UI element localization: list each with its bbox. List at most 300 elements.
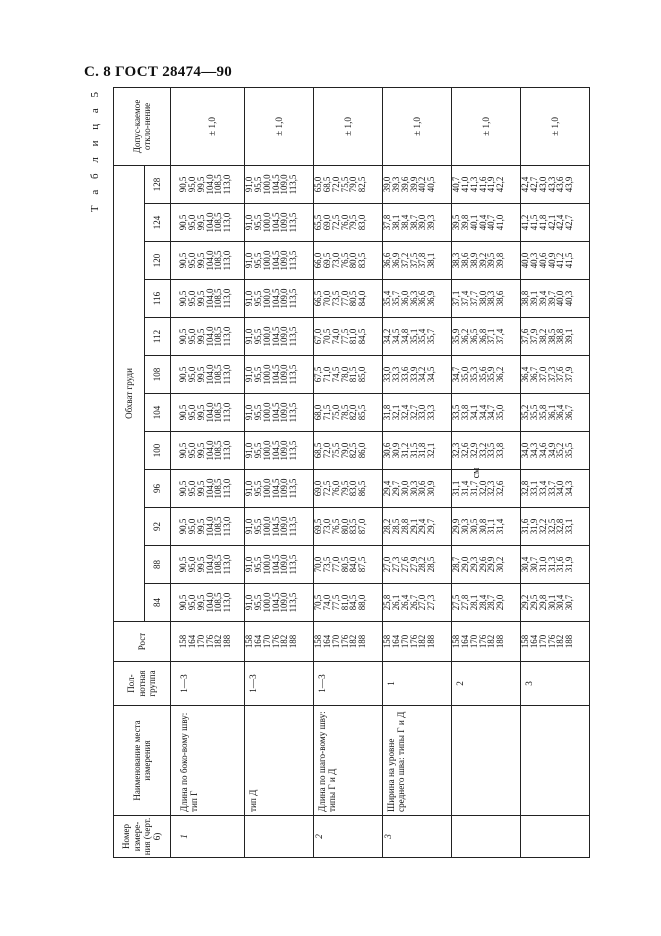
- cell-value: 39,9: [408, 176, 419, 193]
- cell-value: 37,9: [564, 366, 575, 383]
- cell-value: 42,4: [555, 214, 566, 231]
- cell-value: 39,7: [546, 290, 557, 307]
- cell-value: 30,9: [390, 442, 401, 459]
- table-caption: Т а б л и ц а 5: [89, 88, 101, 213]
- header-tolerance: Допус-каемое откло-нение: [114, 87, 171, 165]
- cell-value: 113,5: [288, 440, 299, 461]
- girth-cell: [383, 280, 452, 318]
- cell-value: 113,0: [222, 326, 233, 347]
- cell-value: 100,0: [261, 402, 272, 423]
- cell-value: 41,0: [495, 214, 506, 231]
- cell-value: 95,0: [186, 404, 197, 421]
- girth-cell: [171, 280, 245, 318]
- cell-value: 109,0: [279, 288, 290, 309]
- cell-value: 90,5: [178, 214, 188, 231]
- cell-value: 95,5: [252, 442, 263, 459]
- cell-value: 43,3: [546, 176, 557, 193]
- cell-value: 30,5: [468, 518, 479, 535]
- girth-cell: [314, 280, 383, 318]
- cell-value: 95,0: [186, 442, 197, 459]
- cell-value: 35,8: [537, 404, 548, 421]
- cell-value: 40,6: [537, 252, 548, 269]
- rost-value: 188: [222, 634, 233, 649]
- cell-value: 71,0: [321, 366, 332, 383]
- girth-cell: [245, 356, 314, 394]
- girth-cell: [171, 165, 245, 203]
- cell-value: 104,0: [204, 478, 215, 499]
- cell-value: 108,5: [213, 516, 224, 537]
- girth-cell: [171, 470, 245, 508]
- cell-value: 33,4: [537, 480, 548, 497]
- cell-value: 81,0: [339, 594, 350, 611]
- cell-value: 90,5: [178, 404, 188, 421]
- cell-value: 31,5: [408, 442, 419, 459]
- cell-value: 69,5: [321, 252, 332, 269]
- cell-value: 90,5: [178, 480, 188, 497]
- girth-cell: [314, 470, 383, 508]
- rost-values: [383, 622, 452, 662]
- cell-value: 109,0: [279, 250, 290, 271]
- girth-cell: [521, 242, 590, 280]
- cell-value: 71,5: [321, 404, 332, 421]
- cell-value: 35,2: [520, 404, 530, 421]
- rost-value: 176: [339, 634, 350, 649]
- girth-cell: [452, 508, 521, 546]
- cell-value: 69,0: [321, 214, 332, 231]
- rost-value: 158: [178, 634, 188, 649]
- girth-cell: [521, 584, 590, 622]
- cell-value: 104,0: [204, 212, 215, 233]
- measurement-name: Длина по боко-вому шву: тип Г: [171, 706, 245, 816]
- cell-value: 33,7: [546, 480, 557, 497]
- girth-value: 100: [145, 432, 171, 470]
- girth-cell: [171, 584, 245, 622]
- header-number: Номер измере-ния (черт. 6): [114, 816, 171, 858]
- cell-value: 113,5: [288, 174, 299, 195]
- rost-values: [314, 622, 383, 662]
- cell-value: 27,8: [459, 594, 470, 611]
- cell-value: 42,7: [528, 176, 539, 193]
- rost-value: 176: [408, 634, 419, 649]
- cell-value: 35,9: [486, 366, 497, 383]
- measurement-name: [521, 706, 590, 816]
- cell-value: 35,4: [382, 290, 392, 307]
- cell-value: 42,4: [520, 176, 530, 193]
- girth-cell: [245, 204, 314, 242]
- cell-value: 91,0: [244, 290, 254, 307]
- girth-cell: [452, 394, 521, 432]
- cell-value: 95,5: [252, 214, 263, 231]
- cell-value: 31,8: [382, 404, 392, 421]
- measurement-number: [452, 816, 521, 858]
- cell-value: 43,0: [537, 176, 548, 193]
- cell-value: 30,9: [426, 480, 437, 497]
- cell-value: 99,5: [195, 290, 206, 307]
- cell-value: 113,5: [288, 364, 299, 385]
- cell-value: 67,0: [313, 328, 323, 345]
- cell-value: 91,0: [244, 214, 254, 231]
- cell-value: 104,0: [204, 326, 215, 347]
- cell-value: 35,2: [555, 442, 566, 459]
- cell-value: 30,8: [477, 518, 488, 535]
- cell-value: 33,8: [459, 404, 470, 421]
- cell-value: 28,4: [477, 594, 488, 611]
- cell-value: 113,5: [288, 250, 299, 271]
- rost-values: [452, 622, 521, 662]
- cell-value: 104,5: [270, 212, 281, 233]
- cell-value: 83,0: [348, 480, 359, 497]
- cell-value: 36,6: [417, 290, 428, 307]
- cell-value: 31,1: [486, 518, 497, 535]
- cell-value: 65,0: [313, 176, 323, 193]
- cell-value: 40,7: [486, 214, 497, 231]
- cell-value: 82,5: [348, 442, 359, 459]
- cell-value: 104,5: [270, 478, 281, 499]
- cell-value: 35,1: [408, 328, 419, 345]
- cell-value: 38,0: [477, 290, 488, 307]
- girth-cell: [383, 165, 452, 203]
- cell-value: 90,5: [178, 290, 188, 307]
- header-name: Наименование места измерения: [114, 706, 171, 816]
- rost-value: 170: [330, 634, 341, 649]
- cell-value: 43,9: [564, 176, 575, 193]
- cell-value: 31,0: [537, 556, 548, 573]
- cell-value: 41,5: [528, 214, 539, 231]
- cell-value: 34,0: [555, 480, 566, 497]
- cell-value: 87,5: [357, 556, 368, 573]
- cell-value: 37,1: [451, 290, 461, 307]
- girth-cell: [452, 356, 521, 394]
- cell-value: 35,7: [426, 328, 437, 345]
- cell-value: 90,5: [178, 328, 188, 345]
- cell-value: 38,2: [537, 328, 548, 345]
- cell-value: 99,5: [195, 176, 206, 193]
- cell-value: 77,5: [339, 328, 350, 345]
- cell-value: 109,0: [279, 478, 290, 499]
- cell-value: 76,5: [339, 252, 350, 269]
- cell-value: 75,5: [339, 176, 350, 193]
- cell-value: 90,5: [178, 442, 188, 459]
- cell-value: 72,0: [321, 442, 332, 459]
- cell-value: 37,3: [546, 366, 557, 383]
- girth-cell: [314, 318, 383, 356]
- cell-value: 39,6: [399, 176, 410, 193]
- cell-value: 109,0: [279, 174, 290, 195]
- cell-value: 37,8: [417, 252, 428, 269]
- cell-value: 84,5: [348, 594, 359, 611]
- table-row: [171, 87, 245, 857]
- cell-value: 34,7: [451, 366, 461, 383]
- cell-value: 104,5: [270, 554, 281, 575]
- cell-value: 77,0: [330, 556, 341, 573]
- cell-value: 90,5: [178, 518, 188, 535]
- cell-value: 32,0: [477, 480, 488, 497]
- girth-cell: [521, 432, 590, 470]
- cell-value: 32,4: [399, 404, 410, 421]
- cell-value: 27,9: [408, 556, 419, 573]
- cell-value: 36,9: [390, 252, 401, 269]
- cell-value: 28,2: [417, 556, 428, 573]
- cell-value: 95,0: [186, 518, 197, 535]
- cell-value: 95,5: [252, 290, 263, 307]
- cell-value: 100,0: [261, 288, 272, 309]
- cell-value: 34,8: [399, 328, 410, 345]
- cell-value: 95,0: [186, 366, 197, 383]
- cell-value: 113,0: [222, 592, 233, 613]
- cell-value: 31,7: [468, 480, 479, 497]
- rost-value: 158: [451, 634, 461, 649]
- cell-value: 39,5: [486, 252, 497, 269]
- cell-value: 67,5: [313, 366, 323, 383]
- cell-value: 95,5: [252, 176, 263, 193]
- cell-value: 39,0: [382, 176, 392, 193]
- cell-value: 108,5: [213, 174, 224, 195]
- cell-value: 31,1: [451, 480, 461, 497]
- cell-value: 108,5: [213, 592, 224, 613]
- cell-value: 36,7: [528, 366, 539, 383]
- girth-cell: [521, 394, 590, 432]
- cell-value: 38,5: [546, 328, 557, 345]
- cell-value: 95,0: [186, 214, 197, 231]
- cell-value: 95,0: [186, 480, 197, 497]
- cell-value: 109,0: [279, 364, 290, 385]
- fullness-group: 1—3: [245, 662, 314, 706]
- cell-value: 35,7: [390, 290, 401, 307]
- cell-value: 99,5: [195, 252, 206, 269]
- cell-value: 82,5: [357, 176, 368, 193]
- cell-value: 40,9: [546, 252, 557, 269]
- cell-value: 99,5: [195, 594, 206, 611]
- cell-value: 74,0: [330, 328, 341, 345]
- girth-cell: [314, 584, 383, 622]
- cell-value: 66,5: [313, 290, 323, 307]
- fullness-group: 1—3: [314, 662, 383, 706]
- cell-value: 33,5: [486, 442, 497, 459]
- cell-value: 72,5: [330, 214, 341, 231]
- table-body: [171, 87, 590, 857]
- girth-value: 124: [145, 204, 171, 242]
- cell-value: 34,0: [520, 442, 530, 459]
- girth-cell: [521, 318, 590, 356]
- girth-cell: [452, 280, 521, 318]
- cell-value: 40,5: [426, 176, 437, 193]
- cell-value: 108,5: [213, 478, 224, 499]
- cell-value: 30,1: [546, 594, 557, 611]
- cell-value: 69,0: [313, 480, 323, 497]
- girth-cell: [314, 394, 383, 432]
- cell-value: 34,5: [426, 366, 437, 383]
- girth-cell: [521, 204, 590, 242]
- rost-value: 158: [244, 634, 254, 649]
- cell-value: 95,5: [252, 366, 263, 383]
- cell-value: 86,0: [357, 442, 368, 459]
- girth-cell: [245, 432, 314, 470]
- cell-value: 28,1: [468, 594, 479, 611]
- girth-cell: [383, 470, 452, 508]
- cell-value: 108,5: [213, 554, 224, 575]
- cell-value: 95,5: [252, 480, 263, 497]
- cell-value: 99,5: [195, 518, 206, 535]
- cell-value: 38,6: [459, 252, 470, 269]
- cell-value: 70,5: [313, 594, 323, 611]
- cell-value: 29,3: [468, 556, 479, 573]
- cell-value: 90,5: [178, 556, 188, 573]
- girth-cell: [452, 318, 521, 356]
- cell-value: 99,5: [195, 404, 206, 421]
- cell-value: 68,5: [321, 176, 332, 193]
- cell-value: 83,5: [348, 518, 359, 535]
- measurement-name: [452, 706, 521, 816]
- cell-value: 37,4: [459, 290, 470, 307]
- cell-value: 41,9: [486, 176, 497, 193]
- cell-value: 73,5: [321, 556, 332, 573]
- cell-value: 79,5: [348, 214, 359, 231]
- cell-value: 113,5: [288, 212, 299, 233]
- page-header: С. 8 ГОСТ 28474—90: [84, 64, 233, 80]
- girth-cell: [521, 508, 590, 546]
- cell-value: 84,0: [348, 556, 359, 573]
- cell-value: 41,2: [555, 252, 566, 269]
- cell-value: 99,5: [195, 480, 206, 497]
- girth-cell: [314, 204, 383, 242]
- cell-value: 27,3: [390, 556, 401, 573]
- girth-cell: [452, 242, 521, 280]
- girth-cell: [383, 432, 452, 470]
- cell-value: 109,0: [279, 440, 290, 461]
- cell-value: 38,3: [486, 290, 497, 307]
- girth-cell: [245, 508, 314, 546]
- cell-value: 41,5: [564, 252, 575, 269]
- girth-cell: [245, 394, 314, 432]
- cell-value: 80,5: [348, 290, 359, 307]
- cell-value: 78,0: [339, 366, 350, 383]
- cell-value: 27,0: [417, 594, 428, 611]
- cell-value: 29,8: [537, 594, 548, 611]
- cell-value: 42,7: [564, 214, 575, 231]
- cell-value: 90,5: [178, 594, 188, 611]
- cell-value: 100,0: [261, 212, 272, 233]
- cell-value: 26,1: [390, 594, 401, 611]
- cell-value: 37,6: [555, 366, 566, 383]
- cell-value: 28,7: [486, 594, 497, 611]
- cell-value: 27,6: [399, 556, 410, 573]
- rost-value: 188: [288, 634, 299, 649]
- table-row: [383, 87, 452, 857]
- cell-value: 80,5: [339, 556, 350, 573]
- cell-value: 108,5: [213, 326, 224, 347]
- cell-value: 38,9: [468, 252, 479, 269]
- cell-value: 104,0: [204, 592, 215, 613]
- cell-value: 113,0: [222, 402, 233, 423]
- cell-value: 32,2: [537, 518, 548, 535]
- table-row: [245, 87, 314, 857]
- cell-value: 113,0: [222, 516, 233, 537]
- cell-value: 104,0: [204, 288, 215, 309]
- cell-value: 33,6: [399, 366, 410, 383]
- cell-value: 113,0: [222, 288, 233, 309]
- cell-value: 36,7: [564, 404, 575, 421]
- rost-value: 170: [399, 634, 410, 649]
- rotated-table-block: [89, 88, 583, 858]
- measurement-number: 1: [171, 816, 245, 858]
- measurement-number: 3: [383, 816, 452, 858]
- cell-value: 37,4: [495, 328, 506, 345]
- cell-value: 100,0: [261, 440, 272, 461]
- cell-value: 35,0: [459, 366, 470, 383]
- girth-value: 116: [145, 280, 171, 318]
- cell-value: 30,6: [382, 442, 392, 459]
- cell-value: 75,5: [330, 442, 341, 459]
- cell-value: 68,0: [313, 404, 323, 421]
- cell-value: 95,0: [186, 556, 197, 573]
- rost-value: 158: [382, 634, 392, 649]
- cell-value: 72,5: [321, 480, 332, 497]
- cell-value: 68,5: [313, 442, 323, 459]
- girth-cell: [383, 508, 452, 546]
- rost-value: 188: [564, 634, 575, 649]
- cell-value: 33,0: [417, 404, 428, 421]
- cell-value: 31,6: [555, 556, 566, 573]
- girth-value: 104: [145, 394, 171, 432]
- cell-value: 35,0: [495, 404, 506, 421]
- cell-value: 109,0: [279, 516, 290, 537]
- cell-value: 30,4: [555, 594, 566, 611]
- fullness-group: 1—3: [171, 662, 245, 706]
- cell-value: 95,0: [186, 176, 197, 193]
- girth-cell: [314, 356, 383, 394]
- cell-value: 95,5: [252, 252, 263, 269]
- cell-value: 91,0: [244, 328, 254, 345]
- cell-value: 91,0: [244, 442, 254, 459]
- girth-cell: [383, 546, 452, 584]
- girth-cell: [245, 584, 314, 622]
- cell-value: 34,4: [477, 404, 488, 421]
- cell-value: 42,2: [495, 176, 506, 193]
- cell-value: 39,3: [390, 176, 401, 193]
- cell-value: 32,9: [468, 442, 479, 459]
- cell-value: 81,0: [348, 328, 359, 345]
- cell-value: 29,7: [426, 518, 437, 535]
- cell-value: 42,1: [546, 214, 557, 231]
- cell-value: 32,1: [390, 404, 401, 421]
- cell-value: 34,3: [528, 442, 539, 459]
- cell-value: 32,3: [451, 442, 461, 459]
- cell-value: 95,0: [186, 290, 197, 307]
- cell-value: 95,5: [252, 556, 263, 573]
- cell-value: 35,3: [468, 366, 479, 383]
- girth-cell: [452, 584, 521, 622]
- girth-cell: [171, 546, 245, 584]
- cell-value: 113,0: [222, 250, 233, 271]
- rost-value: 188: [426, 634, 437, 649]
- cell-value: 37,6: [520, 328, 530, 345]
- cell-value: 91,0: [244, 480, 254, 497]
- table-row: [314, 87, 383, 857]
- rost-value: 158: [313, 634, 323, 649]
- cell-value: 40,0: [555, 290, 566, 307]
- cell-value: 30,0: [399, 480, 410, 497]
- cell-value: 29,7: [390, 480, 401, 497]
- cell-value: 113,5: [288, 402, 299, 423]
- rost-value: 164: [321, 634, 332, 649]
- measurement-name: Длина по шаго-вому шву: типы Г и Д: [314, 706, 383, 816]
- cell-value: 100,0: [261, 250, 272, 271]
- cell-value: 99,5: [195, 442, 206, 459]
- fullness-group: 1: [383, 662, 452, 706]
- cell-value: 83,0: [357, 214, 368, 231]
- cell-value: 34,5: [390, 328, 401, 345]
- cell-value: 32,7: [408, 404, 419, 421]
